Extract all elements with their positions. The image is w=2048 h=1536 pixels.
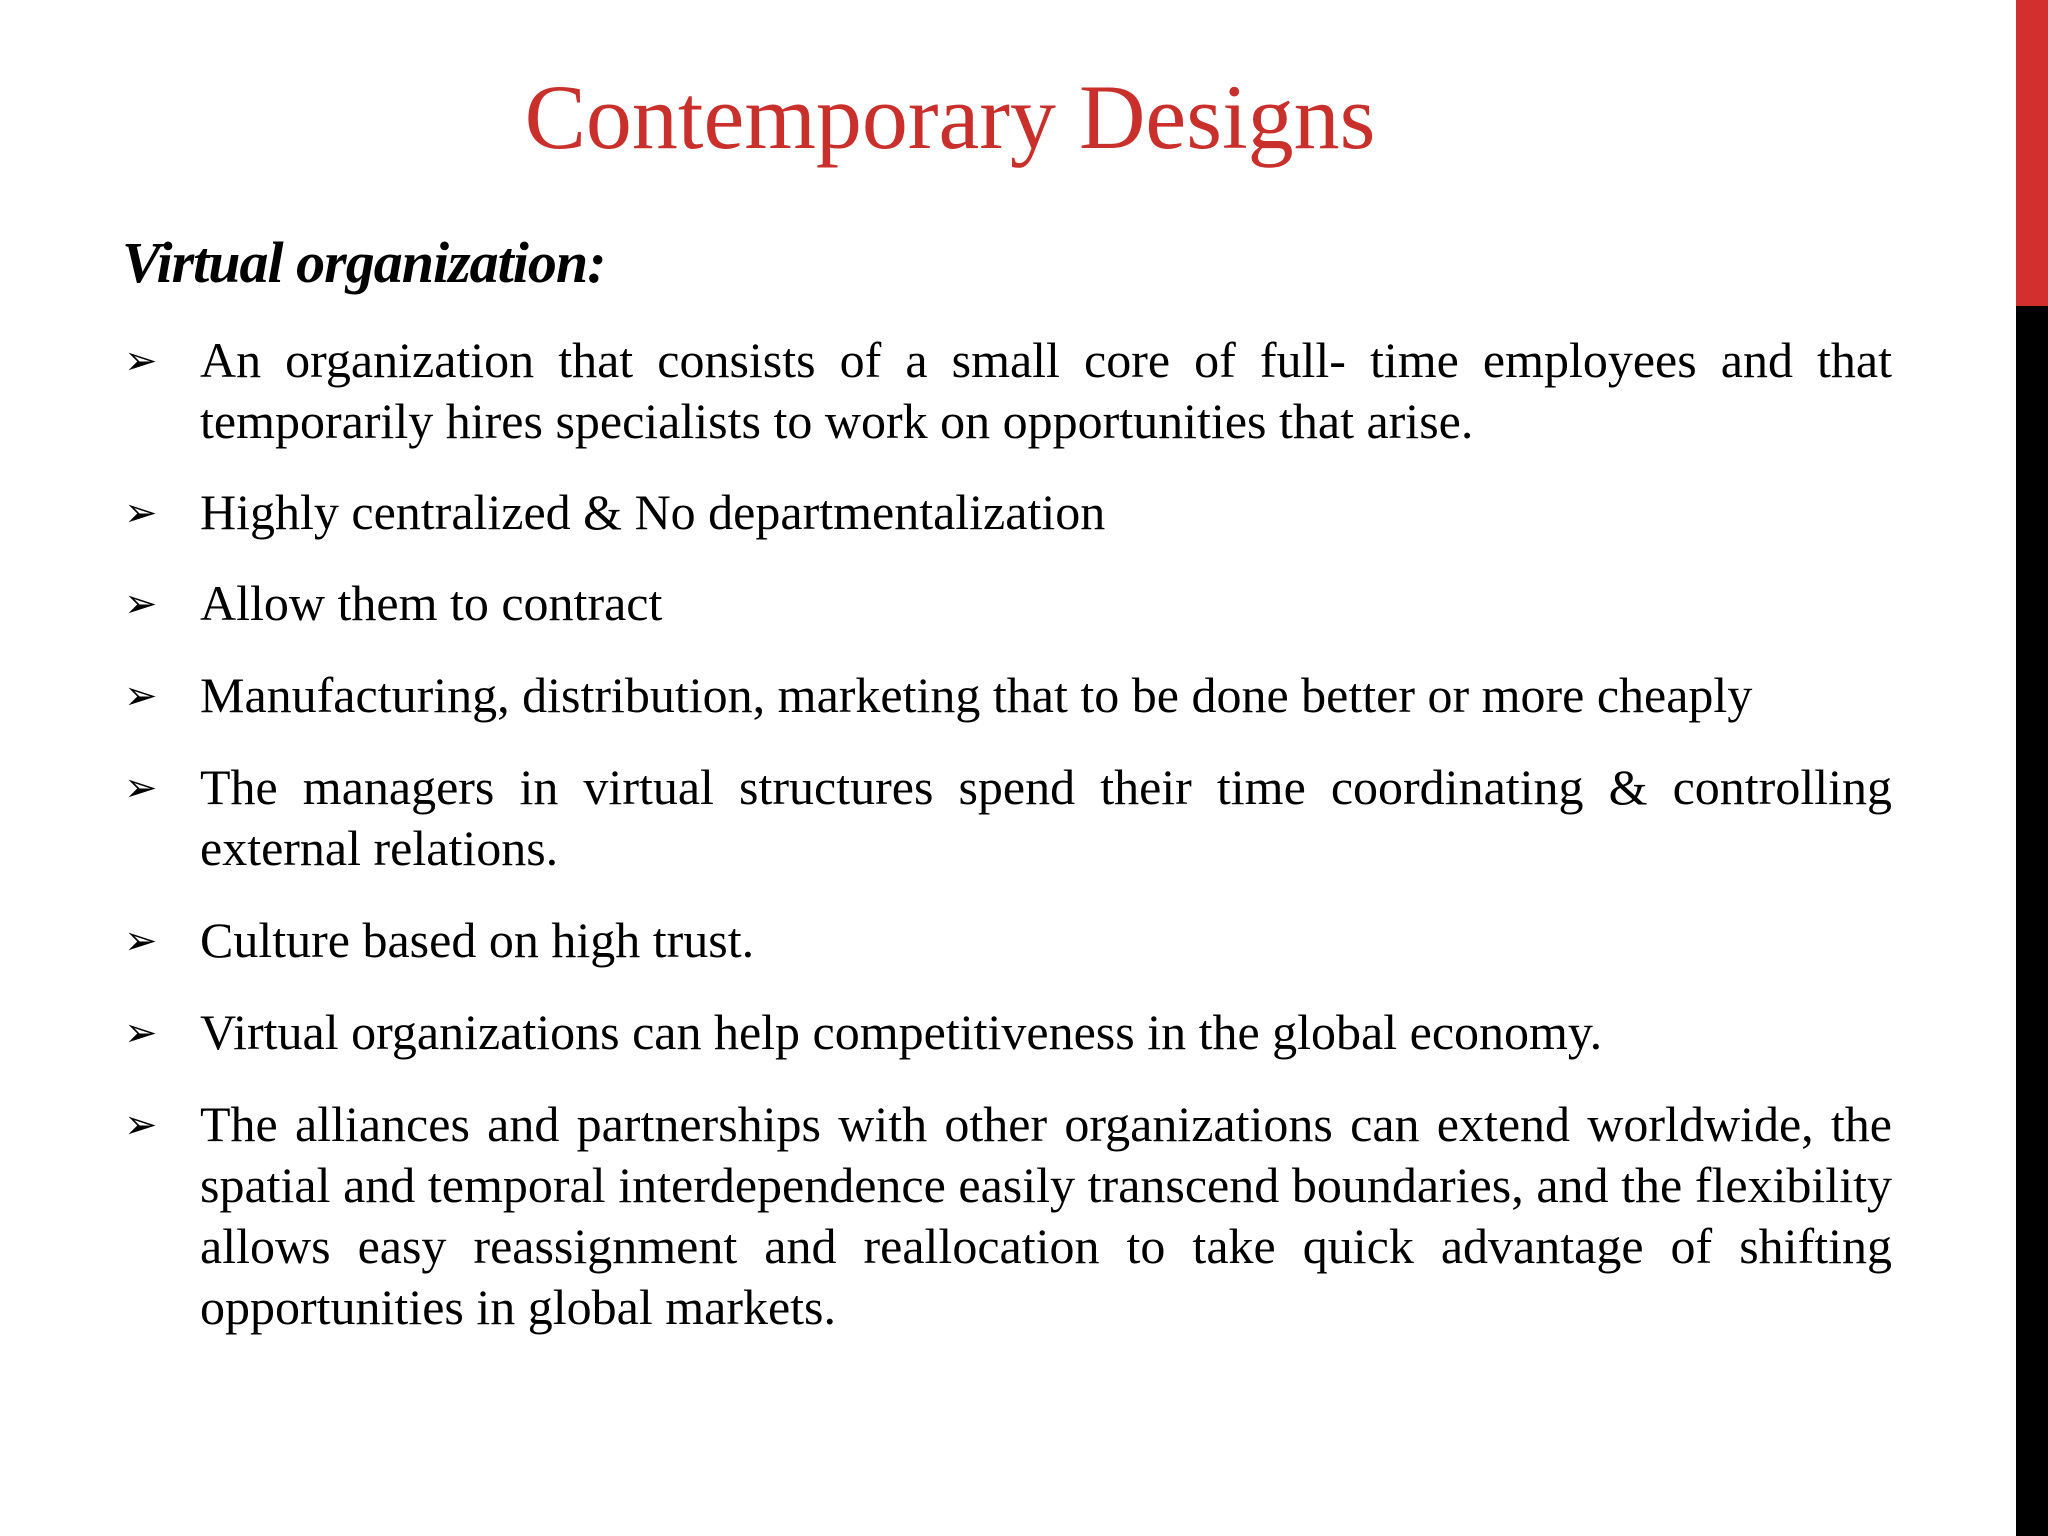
bullet-text: Virtual organizations can help competitiveness in the global economy. <box>200 1004 1603 1060</box>
bullet-text: The alliances and partnerships with other organizations can extend worldwide, the spatial and temporal interdependence easily transcend boundaries, and the flexibility allows easy reassignment and reallocation to take quick advantage of shifting opportunities in global markets. <box>200 1096 1892 1335</box>
arrow-bullet-icon: ➢ <box>124 338 158 383</box>
arrow-bullet-icon: ➢ <box>124 765 158 810</box>
bullet-item <box>124 1094 1892 1338</box>
arrow-bullet-icon: ➢ <box>124 673 158 718</box>
bullet-item <box>124 573 1892 634</box>
accent-bar-black <box>2016 306 2048 1536</box>
bullet-item <box>124 910 1892 971</box>
arrow-bullet-icon: ➢ <box>124 1010 158 1055</box>
accent-bar-red <box>2016 0 2048 306</box>
slide-subtitle: Virtual organization: <box>122 230 606 295</box>
bullet-item <box>124 482 1892 543</box>
bullet-text: The managers in virtual structures spend their time coordinating & controlling external relations. <box>200 759 1892 876</box>
bullet-item <box>124 1002 1892 1063</box>
bullet-text: Allow them to contract <box>200 575 663 631</box>
bullet-list <box>124 330 1892 1338</box>
bullet-item <box>124 665 1892 726</box>
arrow-bullet-icon: ➢ <box>124 490 158 535</box>
arrow-bullet-icon: ➢ <box>124 1102 158 1147</box>
bullet-item <box>124 330 1892 452</box>
slide-title: Contemporary Designs <box>524 66 1376 168</box>
bullet-text: Manufacturing, distribution, marketing that to be done better or more cheaply <box>200 667 1753 723</box>
bullet-text: Culture based on high trust. <box>200 912 755 968</box>
arrow-bullet-icon: ➢ <box>124 581 158 626</box>
arrow-bullet-icon: ➢ <box>124 918 158 963</box>
bullet-text: An organization that consists of a small core of full- time employees and that temporarily hires specialists to work on opportunities that arise. <box>200 332 1892 449</box>
bullet-text: Highly centralized & No departmentalization <box>200 484 1106 540</box>
bullet-item <box>124 757 1892 879</box>
